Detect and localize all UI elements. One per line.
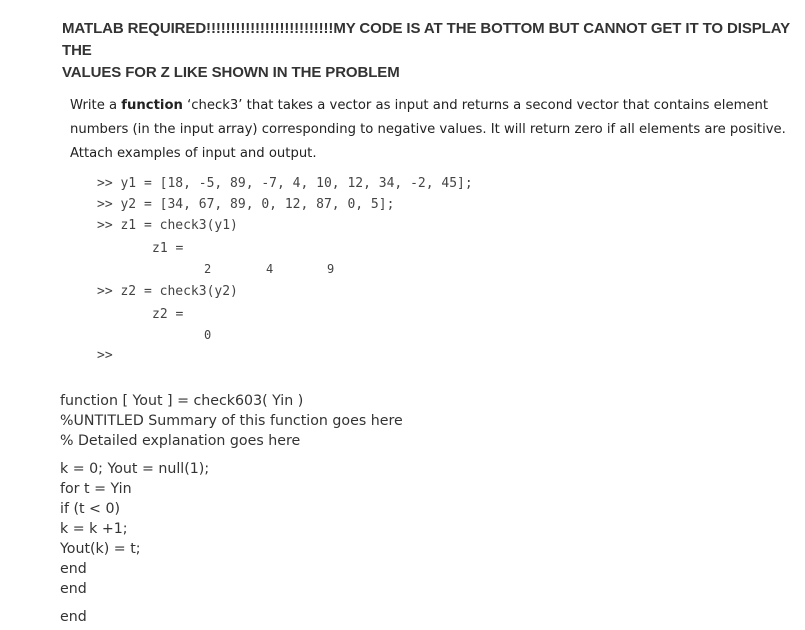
code-line-7: k = k +1; bbox=[60, 521, 128, 537]
problem-function-word: function bbox=[121, 98, 183, 113]
command-prompt: >> bbox=[97, 348, 113, 363]
problem-line-2: numbers (in the input array) corresponding to negative values. It will return zero if all elements are positive. bbox=[70, 122, 786, 137]
z1-label: z1 = bbox=[152, 241, 184, 256]
code-line-3: % Detailed explanation goes here bbox=[60, 433, 301, 449]
z1-value: 2 bbox=[204, 262, 212, 276]
code-line-6: if (t < 0) bbox=[60, 501, 121, 517]
code-line-1: function [ Yout ] = check603( Yin ) bbox=[60, 393, 304, 409]
command-z2: >> z2 = check3(y2) bbox=[97, 284, 238, 299]
code-line-10: end bbox=[60, 581, 87, 597]
code-line-2: %UNTITLED Summary of this function goes here bbox=[60, 413, 403, 429]
problem-line-3: Attach examples of input and output. bbox=[70, 146, 317, 161]
code-line-9: end bbox=[60, 561, 87, 577]
code-line-8: Yout(k) = t; bbox=[60, 541, 141, 557]
z1-value: 4 bbox=[266, 262, 274, 276]
command-y1: >> y1 = [18, -5, 89, -7, 4, 10, 12, 34, -2, 45]; bbox=[97, 176, 473, 191]
question-heading bbox=[62, 18, 802, 84]
z2-value: 0 bbox=[204, 328, 212, 342]
problem-text-rest: ‘check3’ that takes a vector as input and returns a second vector that contains element bbox=[182, 98, 769, 113]
z1-value: 9 bbox=[327, 262, 335, 276]
problem-statement bbox=[70, 94, 805, 166]
heading-line-2: VALUES FOR Z LIKE SHOWN IN THE PROBLEM bbox=[62, 64, 400, 81]
command-z1: >> z1 = check3(y1) bbox=[97, 218, 238, 233]
code-line-11: end bbox=[60, 609, 87, 625]
heading-line-1: MATLAB REQUIRED!!!!!!!!!!!!!!!!!!!!!!!!!!MY CODE IS AT THE BOTTOM BUT CANNOT GET IT TO DISPLAY THE bbox=[62, 20, 790, 59]
code-line-5: for t = Yin bbox=[60, 481, 132, 497]
command-y2: >> y2 = [34, 67, 89, 0, 12, 87, 0, 5]; bbox=[97, 197, 395, 212]
code-line-4: k = 0; Yout = null(1); bbox=[60, 461, 210, 477]
problem-line-1 bbox=[70, 94, 805, 118]
problem-write: Write a bbox=[70, 98, 122, 113]
z2-label: z2 = bbox=[152, 307, 184, 322]
